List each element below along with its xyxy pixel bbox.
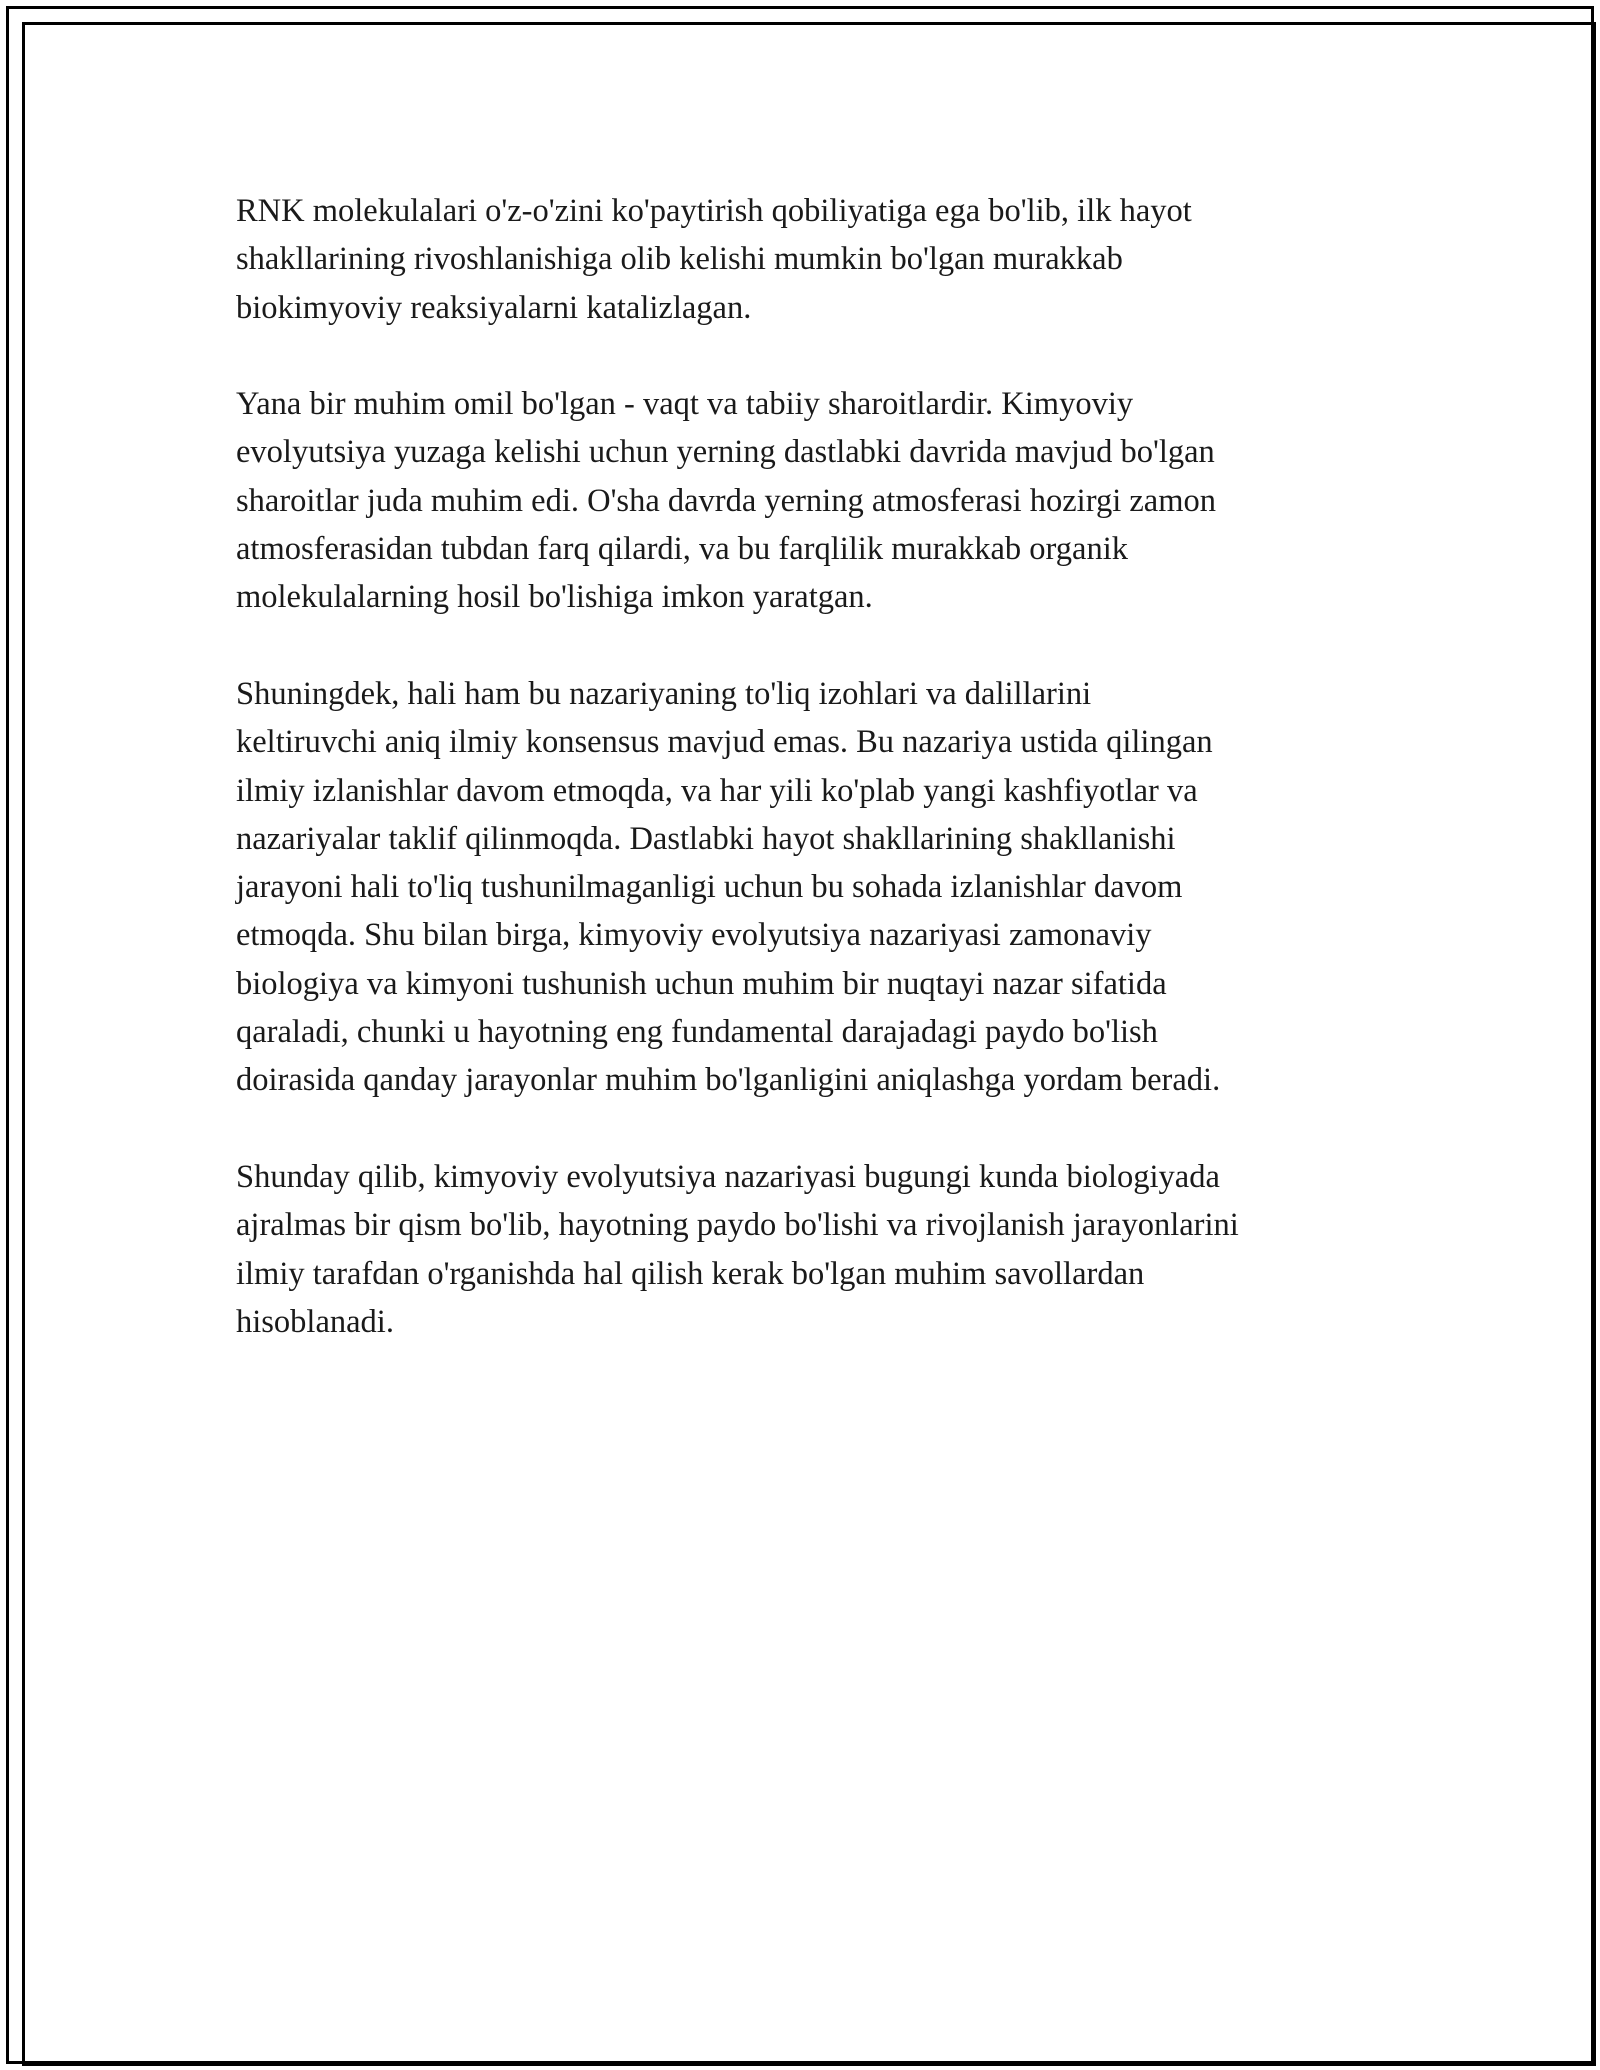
paragraph-rnk-molecules: RNK molekulalari o'z-o'zini ko'paytirish qobiliyatiga ega bo'lib, ilk hayot shakllarining rivoshlanishiga olib kelishi mumkin bo'lgan murakkab biokimyoviy reaksiyalarni katalizlagan.: [236, 193, 1192, 326]
paragraph-time-and-conditions: Yana bir muhim omil bo'lgan - vaqt va tabiiy sharoitlardir. Kimyoviy evolyutsiya yuzaga kelishi uchun yerning dastlabki davrida mavjud bo'lgan sharoitlar juda muhim edi. O'sha davrda yerning atmosferasi hozirgi zamon atmosferasidan tubdan farq qilardi, va bu farqlilik murakkab organik molekulalarning hosil bo'lishiga imkon yaratgan.: [236, 386, 1216, 616]
document-body: [236, 187, 1396, 1394]
paragraph-conclusion: Shunday qilib, kimyoviy evolyutsiya nazariyasi bugungi kunda biologiyada ajralmas bir qism bo'lib, hayotning paydo bo'lishi va rivojlanish jarayonlarini ilmiy tarafdan o'rganishda hal qilish kerak bo'lgan muhim savollardan hisoblanadi.: [236, 1158, 1239, 1340]
paragraph-scientific-consensus: Shuningdek, hali ham bu nazariyaning to'liq izohlari va dalillarini keltiruvchi aniq ilmiy konsensus mavjud emas. Bu nazariya ustida qilingan ilmiy izlanishlar davom etmoqda, va har yili ko'plab yangi kashfiyotlar va nazariyalar taklif qilinmoqda. Dastlabki hayot shakllarining shakllanishi jarayoni hali to'liq tushunilmaganligi uchun bu sohada izlanishlar davom etmoqda. Shu bilan birga, kimyoviy evolyutsiya nazariyasi zamonaviy biologiya va kimyoni tushunish uchun muhim bir nuqtayi nazar sifatida qaraladi, chunki u hayotning eng fundamental darajadagi paydo bo'lish doirasida qanday jarayonlar muhim bo'lganligini aniqlashga yordam beradi.: [236, 675, 1221, 1099]
